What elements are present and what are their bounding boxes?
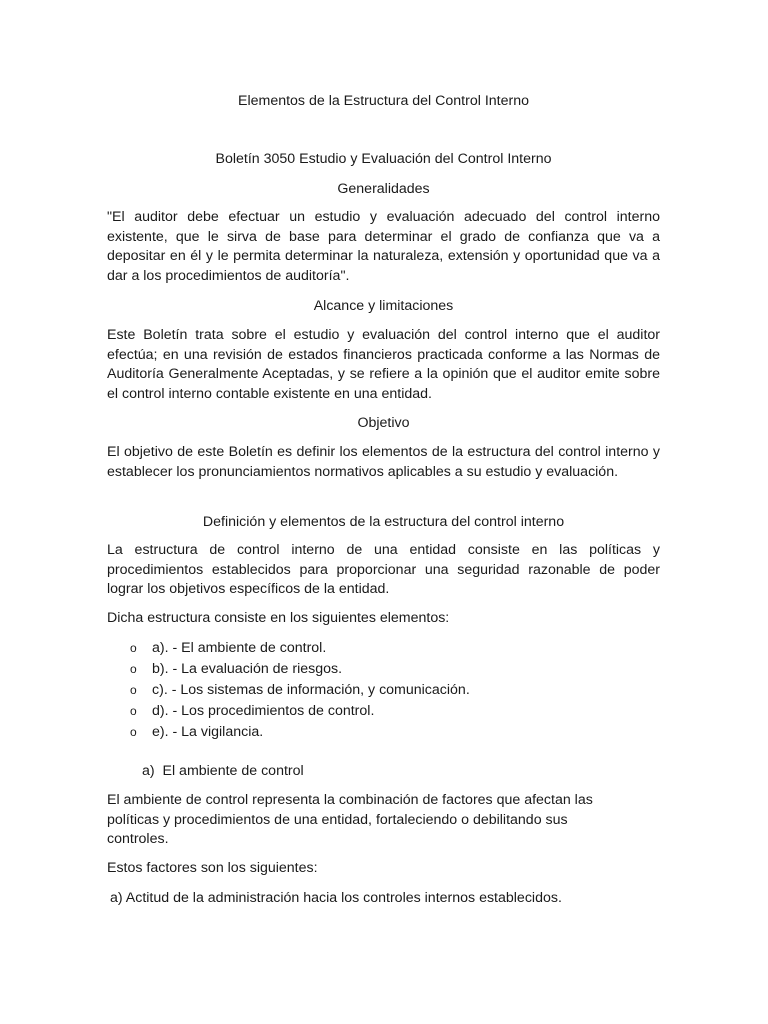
section-heading-alcance: Alcance y limitaciones: [313, 298, 454, 314]
list-item: o a). - El ambiente de control.: [107, 638, 660, 659]
section-heading-objetivo: Objetivo: [357, 415, 410, 431]
paragraph-ambiente: El ambiente de control representa la combinación de factores que afectan las políticas y procedimientos de una entidad, fortaleciendo o debilitando sus controles.: [107, 792, 593, 848]
paragraph-objetivo: El objetivo de este Boletín es definir los elementos de la estructura del control interno y establecer los pronunciamientos normativos aplicables a su estudio y evaluación.: [107, 444, 660, 480]
bullet-icon: o: [130, 641, 137, 655]
bulletin-title: Boletín 3050 Estudio y Evaluación del Control Interno: [215, 151, 552, 167]
elements-list: [107, 638, 660, 743]
bullet-icon: o: [130, 704, 137, 718]
paragraph-alcance: Este Boletín trata sobre el estudio y evaluación del control interno que el auditor efectúa; en una revisión de estados financieros practicada conforme a las Normas de Auditoría Generalmente Aceptadas, y se refiere a la opinión que el auditor emite sobre el control interno contable existente en una entidad.: [107, 327, 660, 402]
bullet-icon: o: [130, 662, 137, 676]
list-item: o b). - La evaluación de riesgos.: [107, 659, 660, 680]
paragraph-definicion: La estructura de control interno de una entidad consiste en las políticas y procedimientos establecidos para proporcionar una seguridad razonable de poder lograr los objetivos específicos de la entidad.: [107, 542, 660, 598]
paragraph-elements-intro: Dicha estructura consiste en los siguientes elementos:: [107, 610, 450, 626]
bullet-icon: o: [130, 683, 137, 697]
section-heading-definicion: Definición y elementos de la estructura del control interno: [202, 514, 565, 530]
section-heading-generalidades: Generalidades: [337, 181, 430, 197]
document-title: Elementos de la Estructura del Control Interno: [238, 93, 529, 109]
paragraph-factors-intro: Estos factores son los siguientes:: [107, 860, 318, 876]
bullet-icon: o: [130, 725, 137, 739]
subsection-heading-ambiente: a) El ambiente de control: [142, 763, 304, 779]
list-item: o e). - La vigilancia.: [107, 722, 660, 743]
list-item: o d). - Los procedimientos de control.: [107, 701, 660, 722]
list-item: o c). - Los sistemas de información, y comunicación.: [107, 680, 660, 701]
paragraph-factor-a: a) Actitud de la administración hacia los controles internos establecidos.: [110, 890, 562, 906]
paragraph-generalidades: "El auditor debe efectuar un estudio y evaluación adecuado del control interno existente, que le sirva de base para determinar el grado de confianza que va a depositar en él y le permita determinar la naturaleza, extensión y oportunidad que va a dar a los procedimientos de auditoría".: [107, 209, 660, 284]
